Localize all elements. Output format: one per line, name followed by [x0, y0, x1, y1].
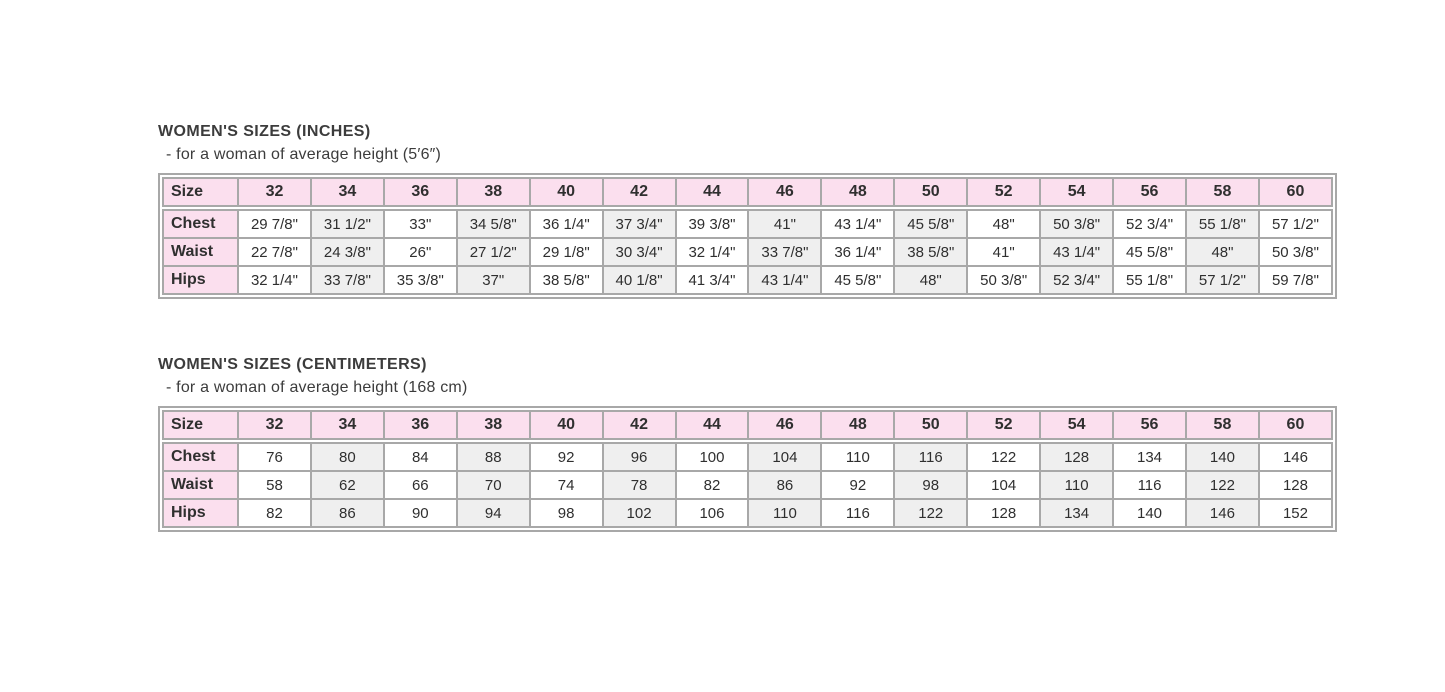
centimeters-cell-waist-36: 66: [384, 471, 457, 499]
inches-cell-hips-46: 43 1/4": [748, 266, 821, 294]
inches-cell-chest-36: 33": [384, 208, 457, 238]
inches-size-column-header-58: 58: [1186, 178, 1259, 208]
centimeters-table-subtitle: - for a woman of average height (168 cm): [166, 379, 468, 396]
centimeters-size-column-header-44: 44: [676, 411, 749, 441]
inches-corner-header-size: Size: [163, 178, 238, 208]
centimeters-cell-waist-56: 116: [1113, 471, 1186, 499]
inches-cell-hips-60: 59 7/8": [1259, 266, 1332, 294]
inches-cell-hips-38: 37": [457, 266, 530, 294]
centimeters-row-hips: [163, 499, 1332, 527]
centimeters-row-waist: [163, 471, 1332, 499]
inches-table-title: WOMEN'S SIZES (INCHES): [158, 123, 371, 140]
inches-cell-chest-34: 31 1/2": [311, 208, 384, 238]
inches-size-column-header-42: 42: [603, 178, 676, 208]
centimeters-cell-waist-48: 92: [821, 471, 894, 499]
inches-table-subtitle: - for a woman of average height (5′6″): [166, 146, 442, 163]
centimeters-cell-chest-48: 110: [821, 441, 894, 471]
inches-cell-waist-36: 26": [384, 238, 457, 266]
centimeters-cell-hips-42: 102: [603, 499, 676, 527]
inches-cell-chest-48: 43 1/4": [821, 208, 894, 238]
inches-cell-waist-40: 29 1/8": [530, 238, 603, 266]
inches-cell-hips-58: 57 1/2": [1186, 266, 1259, 294]
centimeters-cell-chest-44: 100: [676, 441, 749, 471]
inches-size-column-header-32: 32: [238, 178, 311, 208]
centimeters-size-column-header-42: 42: [603, 411, 676, 441]
inches-cell-hips-48: 45 5/8": [821, 266, 894, 294]
inches-table-frame: [158, 173, 1337, 299]
centimeters-row-label-chest: Chest: [163, 441, 238, 471]
centimeters-cell-chest-42: 96: [603, 441, 676, 471]
centimeters-cell-waist-54: 110: [1040, 471, 1113, 499]
centimeters-size-column-header-56: 56: [1113, 411, 1186, 441]
inches-cell-waist-48: 36 1/4": [821, 238, 894, 266]
centimeters-cell-hips-58: 146: [1186, 499, 1259, 527]
centimeters-cell-hips-36: 90: [384, 499, 457, 527]
centimeters-size-column-header-48: 48: [821, 411, 894, 441]
inches-cell-waist-46: 33 7/8": [748, 238, 821, 266]
inches-cell-waist-34: 24 3/8": [311, 238, 384, 266]
inches-header-row: [163, 178, 1332, 208]
inches-cell-hips-52: 50 3/8": [967, 266, 1040, 294]
inches-size-column-header-44: 44: [676, 178, 749, 208]
inches-cell-chest-40: 36 1/4": [530, 208, 603, 238]
inches-size-column-header-34: 34: [311, 178, 384, 208]
inches-row-label-waist: Waist: [163, 238, 238, 266]
centimeters-cell-chest-58: 140: [1186, 441, 1259, 471]
inches-cell-hips-32: 32 1/4": [238, 266, 311, 294]
centimeters-size-column-header-32: 32: [238, 411, 311, 441]
centimeters-cell-waist-52: 104: [967, 471, 1040, 499]
inches-cell-chest-42: 37 3/4": [603, 208, 676, 238]
centimeters-cell-chest-56: 134: [1113, 441, 1186, 471]
centimeters-cell-waist-42: 78: [603, 471, 676, 499]
centimeters-cell-waist-44: 82: [676, 471, 749, 499]
inches-cell-waist-50: 38 5/8": [894, 238, 967, 266]
inches-size-column-header-48: 48: [821, 178, 894, 208]
centimeters-size-column-header-52: 52: [967, 411, 1040, 441]
inches-row-chest: [163, 208, 1332, 238]
inches-cell-chest-32: 29 7/8": [238, 208, 311, 238]
centimeters-size-column-header-58: 58: [1186, 411, 1259, 441]
inches-cell-chest-38: 34 5/8": [457, 208, 530, 238]
inches-cell-waist-42: 30 3/4": [603, 238, 676, 266]
centimeters-cell-hips-46: 110: [748, 499, 821, 527]
centimeters-size-column-header-34: 34: [311, 411, 384, 441]
centimeters-row-label-waist: Waist: [163, 471, 238, 499]
inches-size-table: [162, 177, 1333, 295]
inches-cell-hips-54: 52 3/4": [1040, 266, 1113, 294]
inches-cell-waist-54: 43 1/4": [1040, 238, 1113, 266]
centimeters-cell-hips-32: 82: [238, 499, 311, 527]
inches-cell-hips-50: 48": [894, 266, 967, 294]
centimeters-row-label-hips: Hips: [163, 499, 238, 527]
inches-cell-hips-44: 41 3/4": [676, 266, 749, 294]
inches-size-column-header-40: 40: [530, 178, 603, 208]
inches-cell-waist-56: 45 5/8": [1113, 238, 1186, 266]
centimeters-cell-chest-52: 122: [967, 441, 1040, 471]
centimeters-cell-waist-38: 70: [457, 471, 530, 499]
centimeters-cell-hips-56: 140: [1113, 499, 1186, 527]
inches-cell-waist-32: 22 7/8": [238, 238, 311, 266]
inches-cell-waist-44: 32 1/4": [676, 238, 749, 266]
inches-cell-waist-58: 48": [1186, 238, 1259, 266]
inches-cell-waist-52: 41": [967, 238, 1040, 266]
inches-cell-hips-42: 40 1/8": [603, 266, 676, 294]
inches-cell-hips-40: 38 5/8": [530, 266, 603, 294]
centimeters-size-column-header-40: 40: [530, 411, 603, 441]
centimeters-table-frame: [158, 406, 1337, 532]
inches-cell-chest-46: 41": [748, 208, 821, 238]
centimeters-size-table: [162, 410, 1333, 528]
centimeters-cell-waist-34: 62: [311, 471, 384, 499]
centimeters-cell-chest-36: 84: [384, 441, 457, 471]
inches-size-column-header-54: 54: [1040, 178, 1113, 208]
centimeters-cell-waist-50: 98: [894, 471, 967, 499]
inches-size-column-header-56: 56: [1113, 178, 1186, 208]
inches-cell-chest-52: 48": [967, 208, 1040, 238]
centimeters-cell-chest-40: 92: [530, 441, 603, 471]
inches-size-column-header-46: 46: [748, 178, 821, 208]
inches-size-column-header-36: 36: [384, 178, 457, 208]
centimeters-cell-chest-46: 104: [748, 441, 821, 471]
centimeters-cell-waist-58: 122: [1186, 471, 1259, 499]
inches-cell-chest-60: 57 1/2": [1259, 208, 1332, 238]
centimeters-cell-chest-34: 80: [311, 441, 384, 471]
inches-size-column-header-52: 52: [967, 178, 1040, 208]
centimeters-cell-waist-60: 128: [1259, 471, 1332, 499]
inches-section: [158, 123, 1337, 299]
inches-row-hips: [163, 266, 1332, 294]
inches-cell-hips-56: 55 1/8": [1113, 266, 1186, 294]
centimeters-cell-hips-50: 122: [894, 499, 967, 527]
centimeters-size-column-header-50: 50: [894, 411, 967, 441]
centimeters-cell-hips-34: 86: [311, 499, 384, 527]
inches-row-label-hips: Hips: [163, 266, 238, 294]
centimeters-cell-hips-54: 134: [1040, 499, 1113, 527]
inches-cell-waist-38: 27 1/2": [457, 238, 530, 266]
inches-size-column-header-50: 50: [894, 178, 967, 208]
inches-cell-chest-50: 45 5/8": [894, 208, 967, 238]
centimeters-corner-header-size: Size: [163, 411, 238, 441]
inches-size-column-header-60: 60: [1259, 178, 1332, 208]
centimeters-cell-chest-54: 128: [1040, 441, 1113, 471]
centimeters-cell-chest-32: 76: [238, 441, 311, 471]
centimeters-cell-waist-40: 74: [530, 471, 603, 499]
centimeters-cell-chest-50: 116: [894, 441, 967, 471]
inches-cell-hips-36: 35 3/8": [384, 266, 457, 294]
centimeters-section: [158, 356, 1337, 532]
inches-cell-waist-60: 50 3/8": [1259, 238, 1332, 266]
centimeters-size-column-header-60: 60: [1259, 411, 1332, 441]
centimeters-cell-hips-48: 116: [821, 499, 894, 527]
centimeters-size-column-header-38: 38: [457, 411, 530, 441]
inches-cell-hips-34: 33 7/8": [311, 266, 384, 294]
centimeters-table-title: WOMEN'S SIZES (CENTIMETERS): [158, 356, 427, 373]
centimeters-cell-hips-44: 106: [676, 499, 749, 527]
centimeters-header-row: [163, 411, 1332, 441]
inches-row-waist: [163, 238, 1332, 266]
inches-cell-chest-56: 52 3/4": [1113, 208, 1186, 238]
centimeters-size-column-header-36: 36: [384, 411, 457, 441]
centimeters-cell-hips-60: 152: [1259, 499, 1332, 527]
centimeters-cell-waist-32: 58: [238, 471, 311, 499]
centimeters-cell-chest-38: 88: [457, 441, 530, 471]
centimeters-size-column-header-54: 54: [1040, 411, 1113, 441]
centimeters-row-chest: [163, 441, 1332, 471]
centimeters-cell-waist-46: 86: [748, 471, 821, 499]
centimeters-cell-hips-52: 128: [967, 499, 1040, 527]
inches-cell-chest-44: 39 3/8": [676, 208, 749, 238]
inches-size-column-header-38: 38: [457, 178, 530, 208]
centimeters-cell-hips-38: 94: [457, 499, 530, 527]
centimeters-cell-hips-40: 98: [530, 499, 603, 527]
inches-cell-chest-58: 55 1/8": [1186, 208, 1259, 238]
inches-row-label-chest: Chest: [163, 208, 238, 238]
centimeters-cell-chest-60: 146: [1259, 441, 1332, 471]
inches-cell-chest-54: 50 3/8": [1040, 208, 1113, 238]
centimeters-size-column-header-46: 46: [748, 411, 821, 441]
